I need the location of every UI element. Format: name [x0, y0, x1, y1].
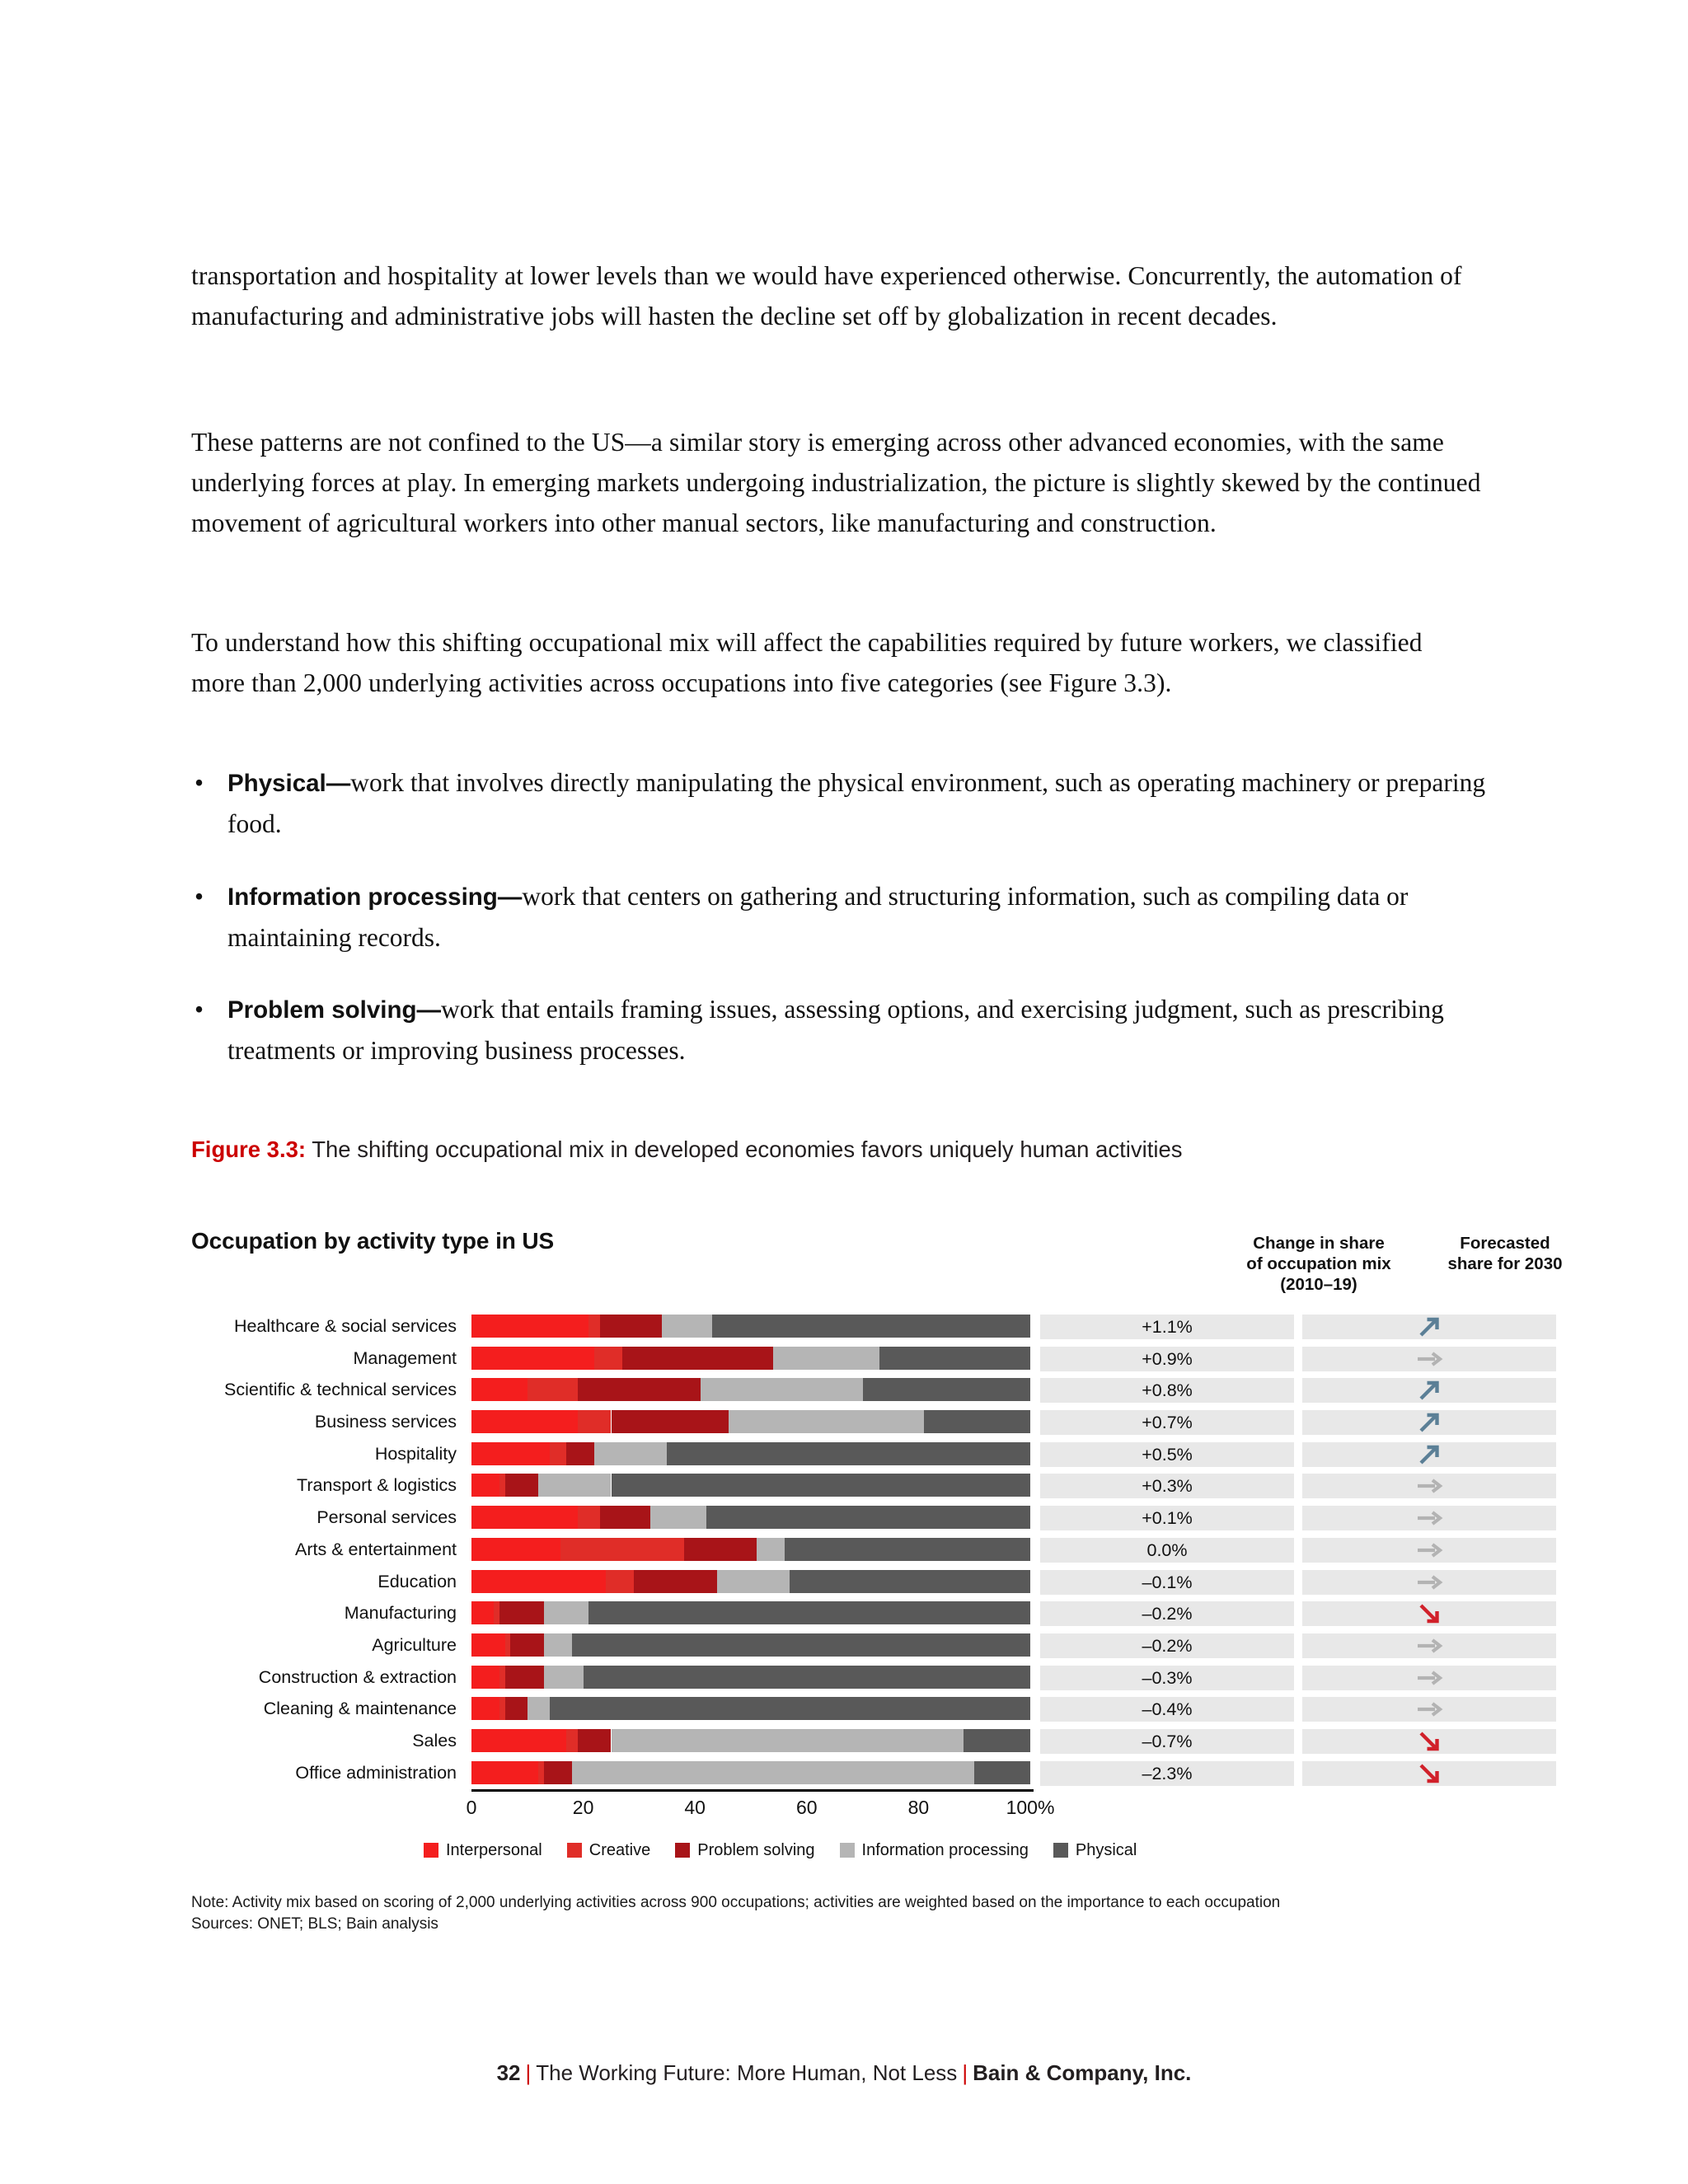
bar-segment-creative — [550, 1442, 566, 1465]
bar-segment-interpersonal — [471, 1570, 606, 1593]
forecast-arrow-up-icon — [1302, 1442, 1556, 1467]
bar-segment-physical — [790, 1570, 1030, 1593]
legend-label: Interpersonal — [446, 1840, 542, 1859]
change-in-share-value: –0.7% — [1142, 1731, 1193, 1751]
bar-segment-information-processing — [538, 1474, 611, 1497]
bar-segment-interpersonal — [471, 1729, 566, 1752]
bullet-marker: • — [195, 768, 204, 797]
bar-segment-interpersonal — [471, 1315, 588, 1338]
chart-row — [191, 1601, 1493, 1633]
stacked-bar — [471, 1506, 1030, 1529]
bar-segment-creative — [528, 1378, 578, 1401]
legend-label: Creative — [588, 1840, 651, 1859]
legend-swatch — [840, 1843, 855, 1858]
bar-segment-information-processing — [701, 1378, 863, 1401]
forecast-arrow-flat-icon — [1302, 1570, 1556, 1595]
chart-row — [191, 1474, 1493, 1506]
forecast-arrow-down-icon — [1302, 1729, 1556, 1754]
bullet-label: Physical— — [227, 770, 351, 797]
bullet-text — [227, 989, 1489, 1071]
bar-segment-problem-solving — [600, 1315, 662, 1338]
bar-segment-problem-solving — [505, 1697, 528, 1720]
legend-item — [567, 1841, 650, 1860]
stacked-bar — [471, 1538, 1030, 1561]
legend-label: Information processing — [861, 1840, 1029, 1859]
stacked-bar — [471, 1666, 1030, 1689]
change-in-share-value: –0.4% — [1142, 1699, 1193, 1720]
legend-item — [1053, 1841, 1137, 1860]
forecast-arrow-up-icon — [1302, 1410, 1556, 1435]
chart-row — [191, 1347, 1493, 1379]
bar-segment-problem-solving — [505, 1666, 544, 1689]
bar-segment-information-processing — [757, 1538, 785, 1561]
bar-segment-problem-solving — [510, 1633, 544, 1657]
figure-chart — [191, 1228, 1563, 1859]
change-in-share-value: –0.3% — [1142, 1667, 1193, 1688]
chart-row-label: Agriculture — [372, 1634, 457, 1655]
chart-row-label: Personal services — [316, 1507, 457, 1528]
chart-row — [191, 1729, 1493, 1761]
forecast-arrow-flat-icon — [1302, 1538, 1556, 1563]
stacked-bar — [471, 1601, 1030, 1624]
footer-title: The Working Future: More Human, Not Less — [536, 2060, 958, 2085]
bar-segment-creative — [588, 1315, 600, 1338]
bar-segment-creative — [578, 1506, 600, 1529]
bar-segment-interpersonal — [471, 1347, 594, 1370]
bullet-item-information-processing — [195, 876, 1489, 958]
stacked-bar — [471, 1410, 1030, 1433]
bullet-label: Information processing— — [227, 883, 523, 911]
chart-legend — [424, 1841, 1161, 1860]
bar-segment-interpersonal — [471, 1538, 560, 1561]
bar-segment-information-processing — [773, 1347, 879, 1370]
chart-row-label: Scientific & technical services — [224, 1380, 457, 1400]
bullet-text — [227, 876, 1489, 958]
stacked-bar — [471, 1378, 1030, 1401]
chart-row — [191, 1666, 1493, 1698]
bar-segment-interpersonal — [471, 1697, 499, 1720]
chart-note: Note: Activity mix based on scoring of 2,000 underlying activities across 900 occupations; activities are weighted based on the importance to each occupation — [191, 1893, 1281, 1911]
forecast-arrow-flat-icon — [1302, 1347, 1556, 1371]
chart-row — [191, 1378, 1493, 1410]
change-in-share-value: 0.0% — [1146, 1540, 1188, 1560]
chart-row-label: Hospitality — [374, 1443, 457, 1464]
chart-notes — [191, 1892, 1280, 1935]
chart-row — [191, 1506, 1493, 1538]
bar-segment-information-processing — [572, 1761, 974, 1784]
chart-row — [191, 1761, 1493, 1793]
page-footer — [0, 2060, 1688, 2086]
bar-segment-physical — [588, 1601, 1030, 1624]
forecast-arrow-down-icon — [1302, 1601, 1556, 1626]
chart-row-label: Manufacturing — [344, 1603, 457, 1624]
column-header-forecasted-share — [1418, 1233, 1592, 1274]
change-in-share-value: +0.9% — [1142, 1348, 1193, 1369]
chart-row-label: Cleaning & maintenance — [263, 1699, 457, 1719]
bar-segment-interpersonal — [471, 1410, 578, 1433]
change-in-share-value: –2.3% — [1142, 1763, 1193, 1783]
bar-segment-physical — [785, 1538, 1030, 1561]
chart-row-label: Sales — [412, 1730, 457, 1750]
chart-column-headers — [191, 1228, 1563, 1298]
chart-row-label: Management — [353, 1347, 457, 1368]
bar-segment-interpersonal — [471, 1666, 499, 1689]
bar-segment-problem-solving — [544, 1761, 572, 1784]
bar-segment-interpersonal — [471, 1474, 499, 1497]
x-axis-tick: 100% — [1006, 1796, 1055, 1818]
legend-swatch — [567, 1843, 582, 1858]
chart-row — [191, 1442, 1493, 1474]
change-in-share-value: –0.2% — [1142, 1604, 1193, 1624]
bar-segment-information-processing — [729, 1410, 924, 1433]
bullet-text — [227, 762, 1489, 844]
chart-row — [191, 1410, 1493, 1442]
stacked-bar — [471, 1729, 1030, 1752]
bullet-item-problem-solving — [195, 989, 1489, 1071]
legend-item — [840, 1841, 1029, 1860]
paragraph-3: To understand how this shifting occupational mix will affect the capabilities required by future workers, we classified more than 2,000 underlying activities across occupations into five categories (see Figure 3.3). — [191, 628, 1423, 697]
bar-segment-information-processing — [544, 1633, 572, 1657]
bar-segment-creative — [594, 1347, 622, 1370]
x-axis-tick: 60 — [796, 1796, 818, 1818]
stacked-bar — [471, 1570, 1030, 1593]
column-header-line: (2010–19) — [1280, 1275, 1357, 1294]
change-in-share-value: +0.3% — [1142, 1476, 1193, 1497]
forecast-arrow-flat-icon — [1302, 1697, 1556, 1722]
bar-segment-information-processing — [612, 1729, 964, 1752]
column-header-line: Change in share — [1253, 1234, 1385, 1253]
stacked-bar — [471, 1697, 1030, 1720]
change-in-share-value: +0.8% — [1142, 1380, 1193, 1401]
bar-segment-problem-solving — [505, 1474, 539, 1497]
bar-segment-physical — [924, 1410, 1030, 1433]
stacked-bar — [471, 1633, 1030, 1657]
bar-segment-problem-solving — [600, 1506, 650, 1529]
bullet-marker: • — [195, 882, 204, 911]
bar-segment-creative — [494, 1601, 499, 1624]
footer-brand: Bain & Company, Inc. — [973, 2060, 1192, 2085]
footer-separator: | — [525, 2060, 532, 2085]
bullet-item-physical — [195, 762, 1489, 844]
bullet-marker: • — [195, 995, 204, 1024]
chart-row — [191, 1570, 1493, 1602]
column-header-line: Forecasted — [1460, 1234, 1550, 1253]
bar-segment-creative — [566, 1729, 578, 1752]
paragraph-1: transportation and hospitality at lower levels than we would have experienced otherwise. Concurrently, the automation of manufacturing and administrative jobs will hasten the decline set off by globalization in recent decades. — [191, 261, 1462, 330]
chart-row — [191, 1538, 1493, 1570]
legend-item — [675, 1841, 814, 1860]
bar-segment-information-processing — [594, 1442, 667, 1465]
footer-separator: | — [962, 2060, 968, 2085]
bullet-body: work that entails framing issues, assessing options, and exercising judgment, such as prescribing treatments or improving business processes. — [227, 995, 1444, 1065]
bar-segment-physical — [612, 1474, 1031, 1497]
paragraph-2: These patterns are not confined to the US—a similar story is emerging across other advanced economies, with the same underlying forces at play. In emerging markets undergoing industrialization, the picture is slightly skewed by the continued movement of agricultural workers into other manual sectors, like manufacturing and construction. — [191, 428, 1481, 537]
bar-segment-creative — [499, 1666, 505, 1689]
bar-segment-physical — [667, 1442, 1030, 1465]
bar-segment-creative — [499, 1697, 505, 1720]
bar-segment-physical — [584, 1666, 1030, 1689]
chart-rows — [191, 1315, 1493, 1793]
bar-segment-problem-solving — [634, 1570, 718, 1593]
forecast-arrow-flat-icon — [1302, 1633, 1556, 1658]
bar-segment-physical — [863, 1378, 1030, 1401]
bar-segment-interpersonal — [471, 1442, 550, 1465]
chart-row-label: Education — [377, 1571, 457, 1591]
change-in-share-value: +0.5% — [1142, 1444, 1193, 1465]
bar-segment-physical — [974, 1761, 1030, 1784]
bar-segment-problem-solving — [612, 1410, 729, 1433]
figure-number: Figure 3.3: — [191, 1137, 307, 1162]
change-in-share-value: –0.1% — [1142, 1572, 1193, 1592]
x-axis-tick: 40 — [684, 1796, 706, 1818]
bar-segment-problem-solving — [578, 1378, 701, 1401]
bar-segment-information-processing — [544, 1601, 588, 1624]
chart-title: Occupation by activity type in US — [191, 1228, 555, 1254]
bar-segment-information-processing — [662, 1315, 712, 1338]
legend-swatch — [1053, 1843, 1068, 1858]
x-axis-tick: 0 — [466, 1796, 477, 1818]
chart-row-label: Transport & logistics — [297, 1475, 457, 1496]
legend-item — [424, 1841, 542, 1860]
stacked-bar — [471, 1315, 1030, 1338]
bar-segment-problem-solving — [622, 1347, 773, 1370]
change-in-share-value: +1.1% — [1142, 1317, 1193, 1337]
chart-row-label: Office administration — [295, 1762, 457, 1783]
chart-row — [191, 1633, 1493, 1666]
bar-segment-information-processing — [544, 1666, 583, 1689]
chart-row — [191, 1315, 1493, 1347]
bar-segment-problem-solving — [578, 1729, 612, 1752]
forecast-arrow-flat-icon — [1302, 1506, 1556, 1530]
bullet-body: work that involves directly manipulating the physical environment, such as operating machinery or preparing food. — [227, 768, 1486, 838]
axis-line — [471, 1789, 1034, 1793]
stacked-bar — [471, 1442, 1030, 1465]
legend-swatch — [424, 1843, 438, 1858]
legend-label: Problem solving — [697, 1840, 815, 1859]
bullet-body: work that centers on gathering and structuring information, such as compiling data or maintaining records. — [227, 882, 1409, 952]
figure-caption — [191, 1136, 1510, 1164]
bar-segment-information-processing — [650, 1506, 706, 1529]
forecast-arrow-down-icon — [1302, 1761, 1556, 1786]
bar-segment-interpersonal — [471, 1601, 494, 1624]
bar-segment-interpersonal — [471, 1761, 538, 1784]
stacked-bar — [471, 1761, 1030, 1784]
page-number: 32 — [496, 2060, 521, 2085]
forecast-arrow-up-icon — [1302, 1378, 1556, 1403]
bar-segment-physical — [706, 1506, 1030, 1529]
bar-segment-physical — [572, 1633, 1030, 1657]
bar-segment-creative — [578, 1410, 612, 1433]
bar-segment-information-processing — [528, 1697, 550, 1720]
bar-segment-physical — [879, 1347, 1030, 1370]
chart-row-label: Business services — [314, 1412, 457, 1432]
figure-caption-text: The shifting occupational mix in developed economies favors uniquely human activities — [306, 1137, 1183, 1162]
x-axis-tick: 80 — [907, 1796, 930, 1818]
bar-segment-interpersonal — [471, 1506, 578, 1529]
bar-segment-physical — [964, 1729, 1030, 1752]
legend-swatch — [675, 1843, 690, 1858]
bar-segment-problem-solving — [499, 1601, 544, 1624]
bar-segment-physical — [712, 1315, 1030, 1338]
chart-row-label: Arts & entertainment — [295, 1539, 457, 1559]
change-in-share-value: +0.7% — [1142, 1413, 1193, 1433]
column-header-change-in-share — [1231, 1233, 1406, 1295]
bar-segment-creative — [505, 1633, 511, 1657]
chart-sources: Sources: ONET; BLS; Bain analysis — [191, 1915, 438, 1933]
bar-segment-problem-solving — [566, 1442, 594, 1465]
stacked-bar — [471, 1347, 1030, 1370]
column-header-line: share for 2030 — [1447, 1254, 1563, 1273]
chart-row-label: Construction & extraction — [258, 1666, 457, 1687]
bar-segment-creative — [560, 1538, 683, 1561]
bar-segment-physical — [550, 1697, 1030, 1720]
bar-segment-interpersonal — [471, 1633, 505, 1657]
bar-segment-creative — [499, 1474, 505, 1497]
x-axis-tick: 20 — [572, 1796, 594, 1818]
stacked-bar — [471, 1474, 1030, 1497]
change-in-share-value: –0.2% — [1142, 1635, 1193, 1656]
chart-row — [191, 1697, 1493, 1729]
chart-row-label: Healthcare & social services — [233, 1316, 457, 1336]
column-header-line: of occupation mix — [1246, 1254, 1391, 1273]
bar-segment-problem-solving — [684, 1538, 757, 1561]
forecast-arrow-up-icon — [1302, 1315, 1556, 1339]
forecast-arrow-flat-icon — [1302, 1474, 1556, 1498]
bar-segment-creative — [538, 1761, 544, 1784]
bar-segment-interpersonal — [471, 1378, 528, 1401]
forecast-arrow-flat-icon — [1302, 1666, 1556, 1690]
legend-label: Physical — [1075, 1840, 1137, 1859]
change-in-share-value: +0.1% — [1142, 1508, 1193, 1529]
bullet-label: Problem solving— — [227, 996, 441, 1024]
bar-segment-creative — [606, 1570, 634, 1593]
bar-segment-information-processing — [717, 1570, 790, 1593]
